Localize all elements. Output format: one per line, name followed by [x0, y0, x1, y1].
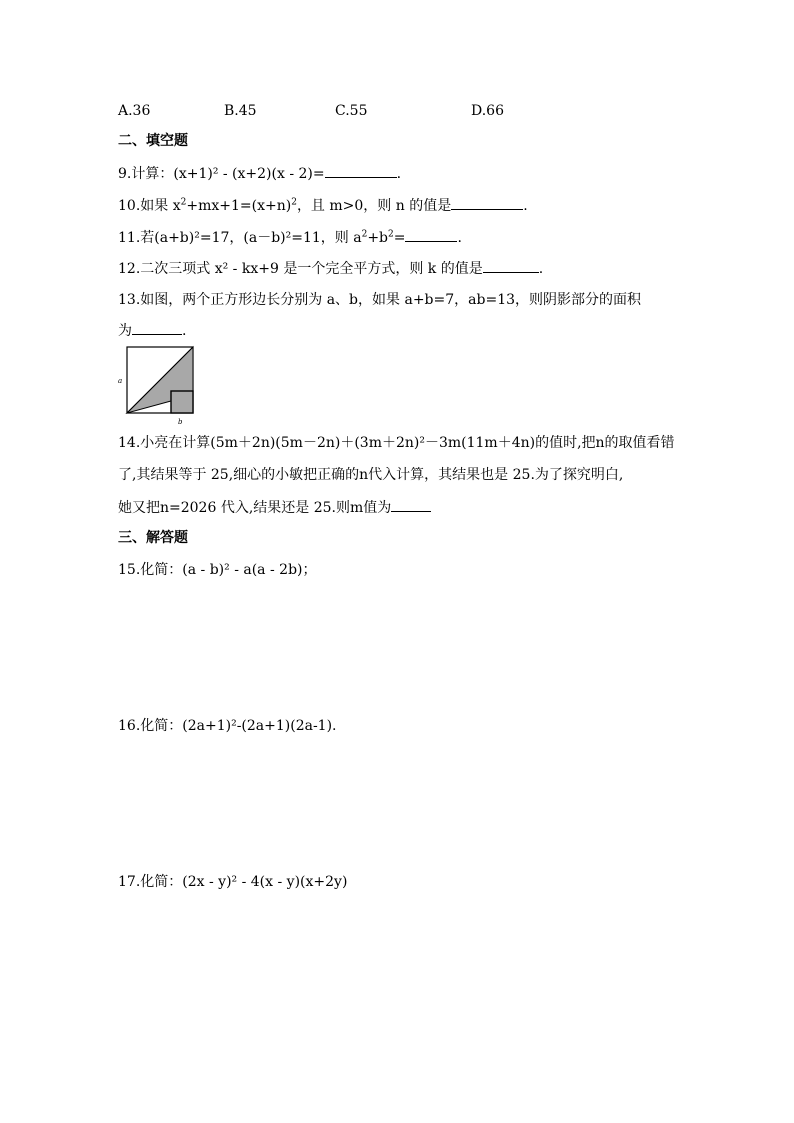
exponent-2: 2: [180, 197, 187, 208]
question-14-line-3: [118, 497, 431, 518]
question-17: 17.化简：(2x - y)² - 4(x - y)(x+2y): [118, 874, 348, 890]
question-11-text-c: =: [393, 230, 406, 246]
period: .: [538, 261, 544, 277]
question-14-line-1: 14.小亮在计算(5m＋2n)(5m－2n)＋(3m＋2n)²－3m(11m＋4n)的值时,把n的取值看错: [118, 435, 675, 451]
question-9-text: 9.计算：(x+1)² - (x+2)(x - 2)=: [118, 166, 325, 182]
answer-blank: [483, 258, 539, 273]
question-13-line-1: 13.如图，两个正方形边长分别为 a、b，如果 a+b=7，ab=13，则阴影部分的面积: [118, 292, 642, 308]
question-13-text: 为: [118, 323, 132, 339]
question-15: 15.化简：(a - b)² - a(a - 2b)；: [118, 562, 317, 578]
answer-blank: [132, 320, 182, 335]
label-b: b: [178, 418, 183, 426]
period: .: [182, 323, 187, 339]
question-10: [118, 195, 528, 216]
label-a: a: [118, 377, 123, 385]
option-a: A.36: [118, 103, 151, 119]
option-b: B.45: [224, 103, 257, 119]
option-d: D.66: [471, 103, 504, 119]
question-13-line-2: [118, 320, 186, 341]
question-11: [118, 227, 462, 248]
exponent-2: 2: [388, 229, 394, 240]
question-10-text-b: +mx+1=(x+n): [186, 198, 292, 214]
small-square: [171, 391, 193, 413]
question-12: [118, 258, 543, 279]
period: .: [457, 230, 462, 246]
question-14-line-2: 了,其结果等于 25,细心的小敏把正确的n代入计算，其结果也是 25.为了探究明白,: [118, 467, 624, 483]
answer-blank: [405, 227, 457, 242]
question-12-text: 12.二次三项式 x² - kx+9 是一个完全平方式，则 k 的值是: [118, 261, 483, 277]
question-9: [118, 163, 401, 184]
two-squares-figure: [117, 345, 197, 427]
question-16: 16.化简：(2a+1)²-(2a+1)(2a-1).: [118, 718, 337, 734]
question-10-text-c: ，且 m>0，则 n 的值是: [296, 198, 452, 214]
question-14-text: 她又把n=2026 代入,结果还是 25.则m值为: [118, 500, 392, 516]
answer-blank: [391, 497, 431, 512]
question-11-text-a: 11.若(a+b)²=17，(a－b)²=11，则 a: [118, 230, 362, 246]
period: .: [396, 166, 402, 182]
exponent-2: 2: [361, 229, 368, 240]
section-title-fill-in: 二、填空题: [118, 133, 188, 149]
answer-blank: [325, 163, 397, 178]
question-11-text-b: +b: [367, 230, 389, 246]
exponent-2: 2: [291, 197, 297, 208]
answer-blank: [451, 195, 523, 210]
option-c: C.55: [335, 103, 368, 119]
question-10-text-a: 10.如果 x: [118, 198, 181, 214]
period: .: [523, 198, 528, 214]
section-title-solve: 三、解答题: [118, 530, 188, 546]
